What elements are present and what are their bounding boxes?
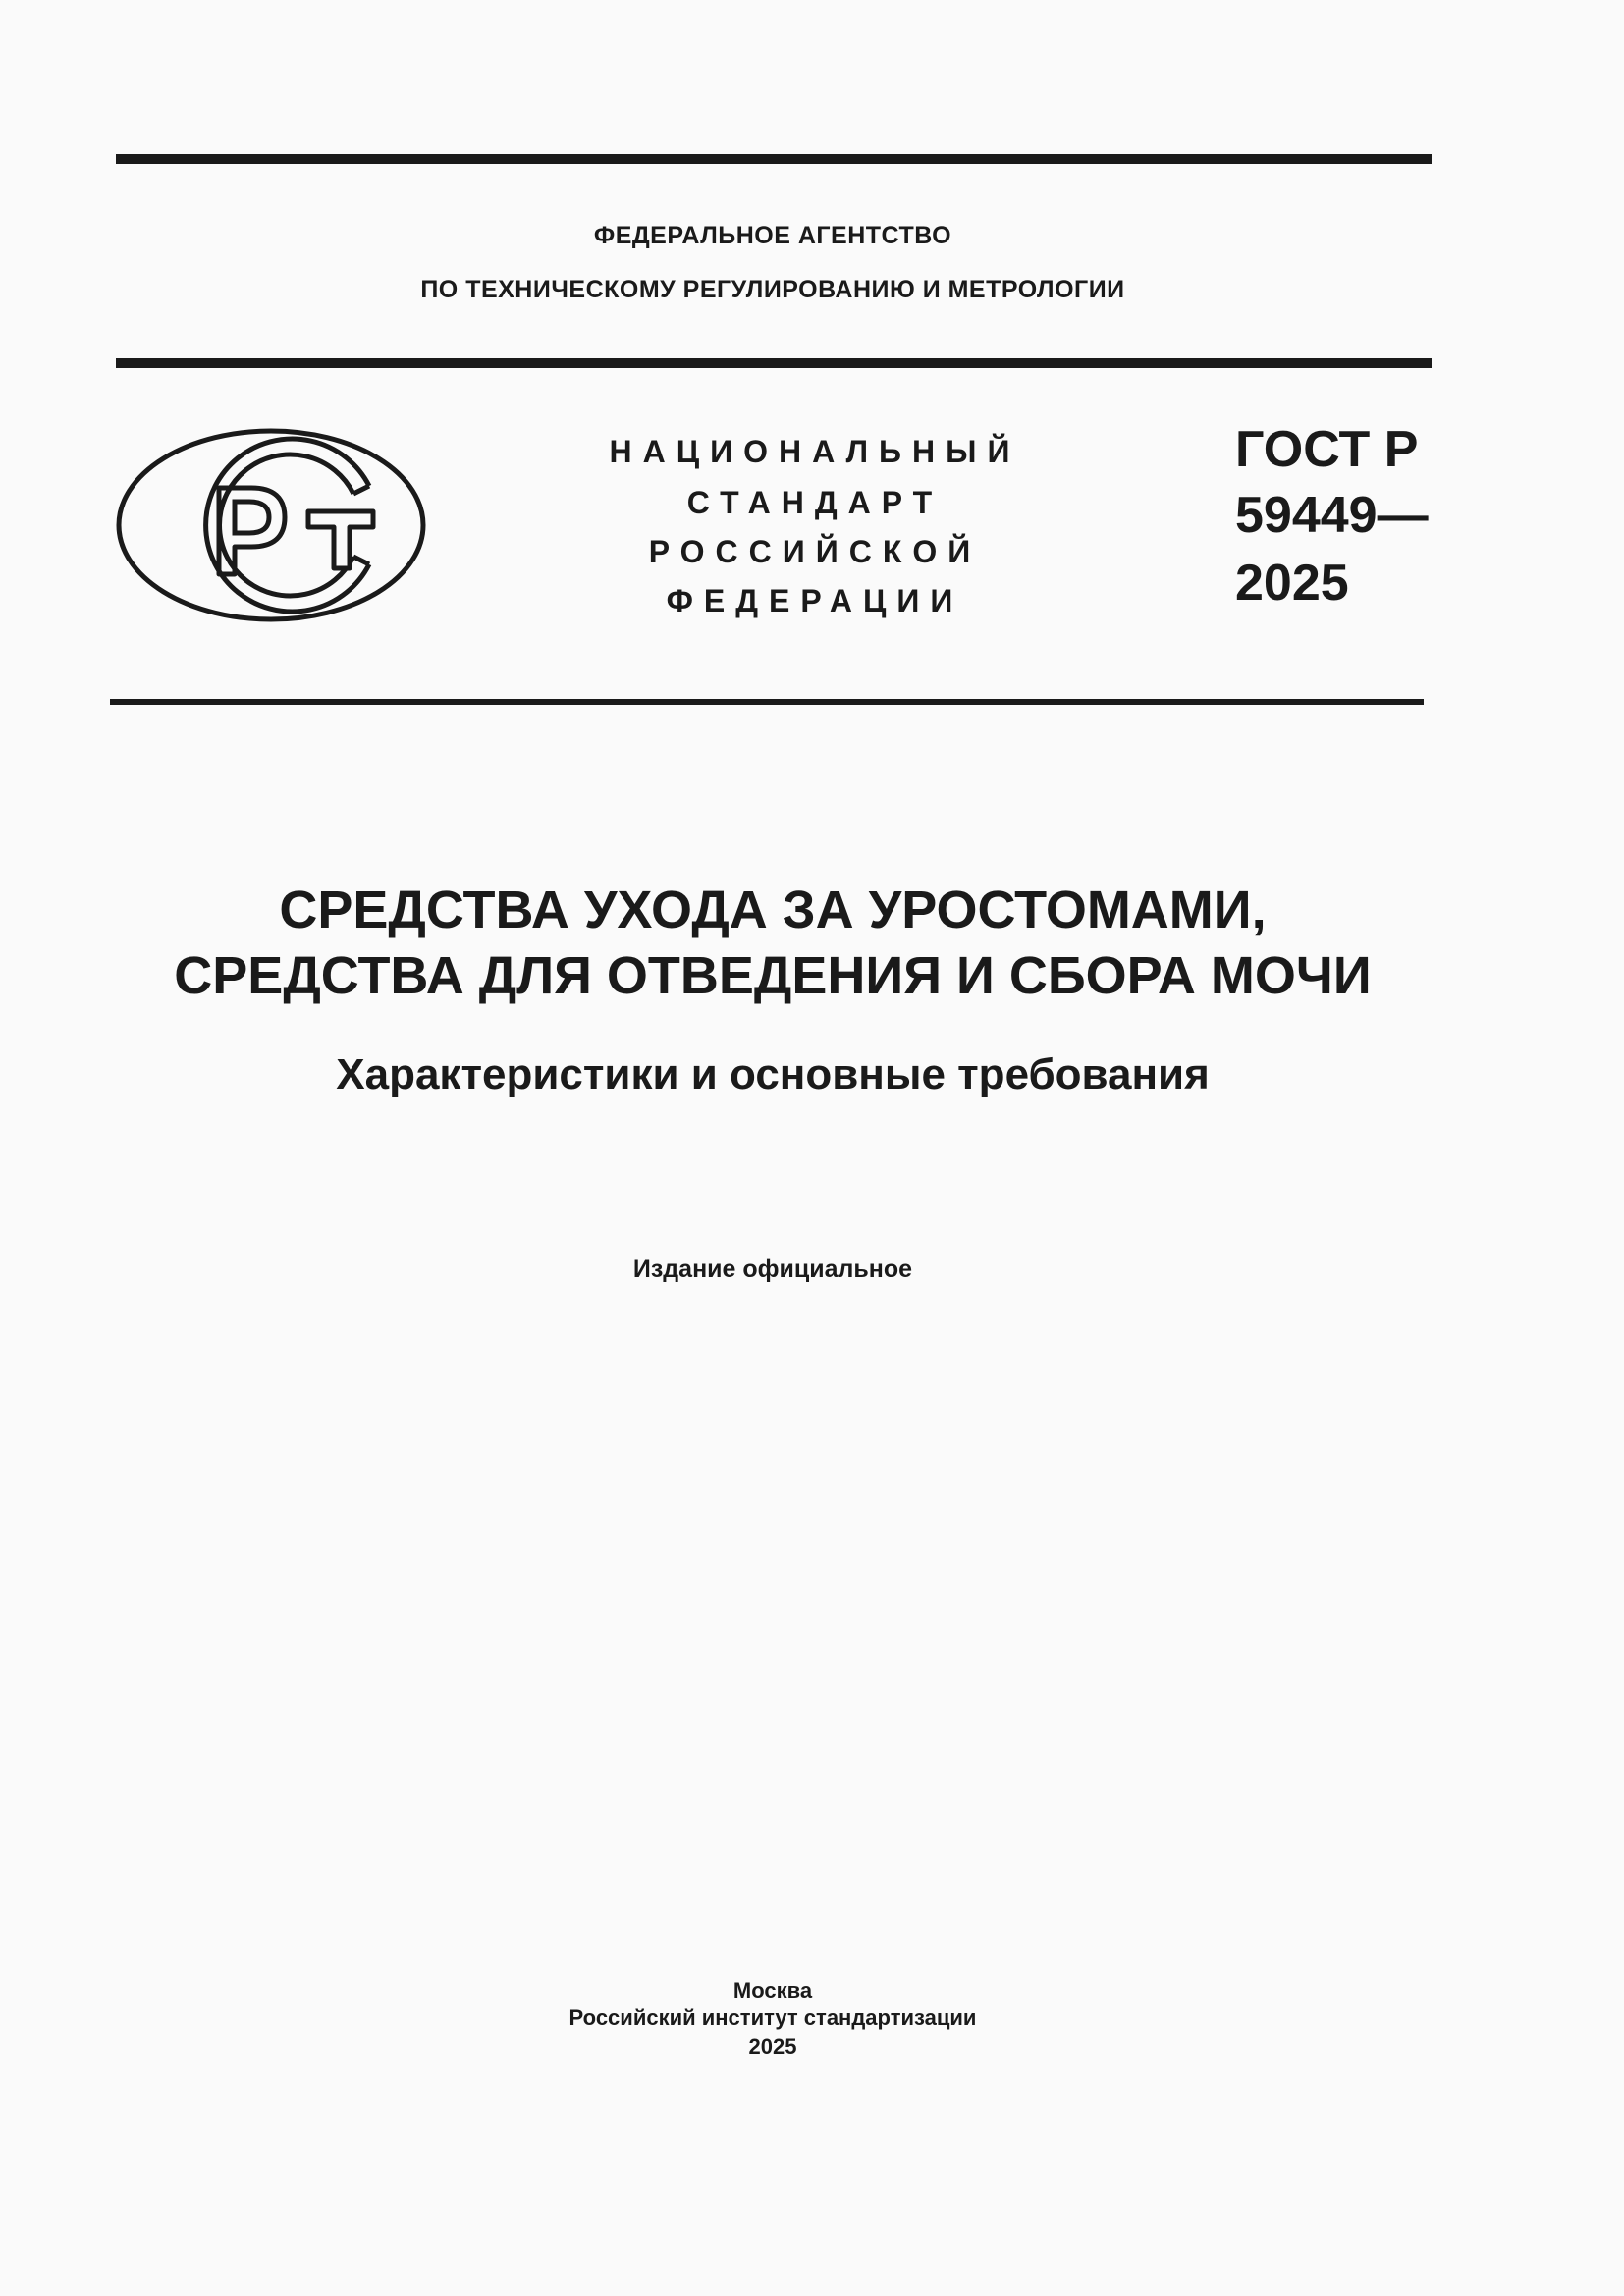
agency-line-1: ФЕДЕРАЛЬНОЕ АГЕНТСТВО: [593, 222, 952, 249]
document-title-line-1: СРЕДСТВА УХОДА ЗА УРОСТОМАМИ,: [279, 881, 1267, 939]
document-subtitle: Характеристики и основные требования: [336, 1050, 1210, 1098]
standard-type-line-1: НАЦИОНАЛЬНЫЙ: [609, 434, 1021, 469]
designation-line-2: 59449—: [1235, 487, 1429, 544]
header-divider: [110, 699, 1424, 705]
agency-divider: [116, 358, 1432, 368]
top-divider: [116, 154, 1432, 164]
publisher-year: 2025: [748, 2034, 797, 2058]
standard-type-line-4: ФЕДЕРАЦИИ: [666, 583, 964, 618]
agency-line-2: ПО ТЕХНИЧЕСКОМУ РЕГУЛИРОВАНИЮ И МЕТРОЛОГИИ: [420, 276, 1125, 303]
designation-line-3: 2025: [1235, 555, 1349, 612]
edition-label: Издание официальное: [632, 1255, 913, 1283]
publisher-name: Российский институт стандартизации: [568, 2005, 977, 2030]
standard-type-line-3: РОССИЙСКОЙ: [648, 534, 982, 569]
rst-conformity-mark-icon: [116, 427, 426, 623]
publisher-city: Москва: [732, 1978, 813, 2002]
document-title-line-2: СРЕДСТВА ДЛЯ ОТВЕДЕНИЯ И СБОРА МОЧИ: [174, 946, 1372, 1005]
standard-type-line-2: СТАНДАРТ: [686, 485, 944, 520]
designation-line-1: ГОСТ Р: [1235, 421, 1419, 478]
